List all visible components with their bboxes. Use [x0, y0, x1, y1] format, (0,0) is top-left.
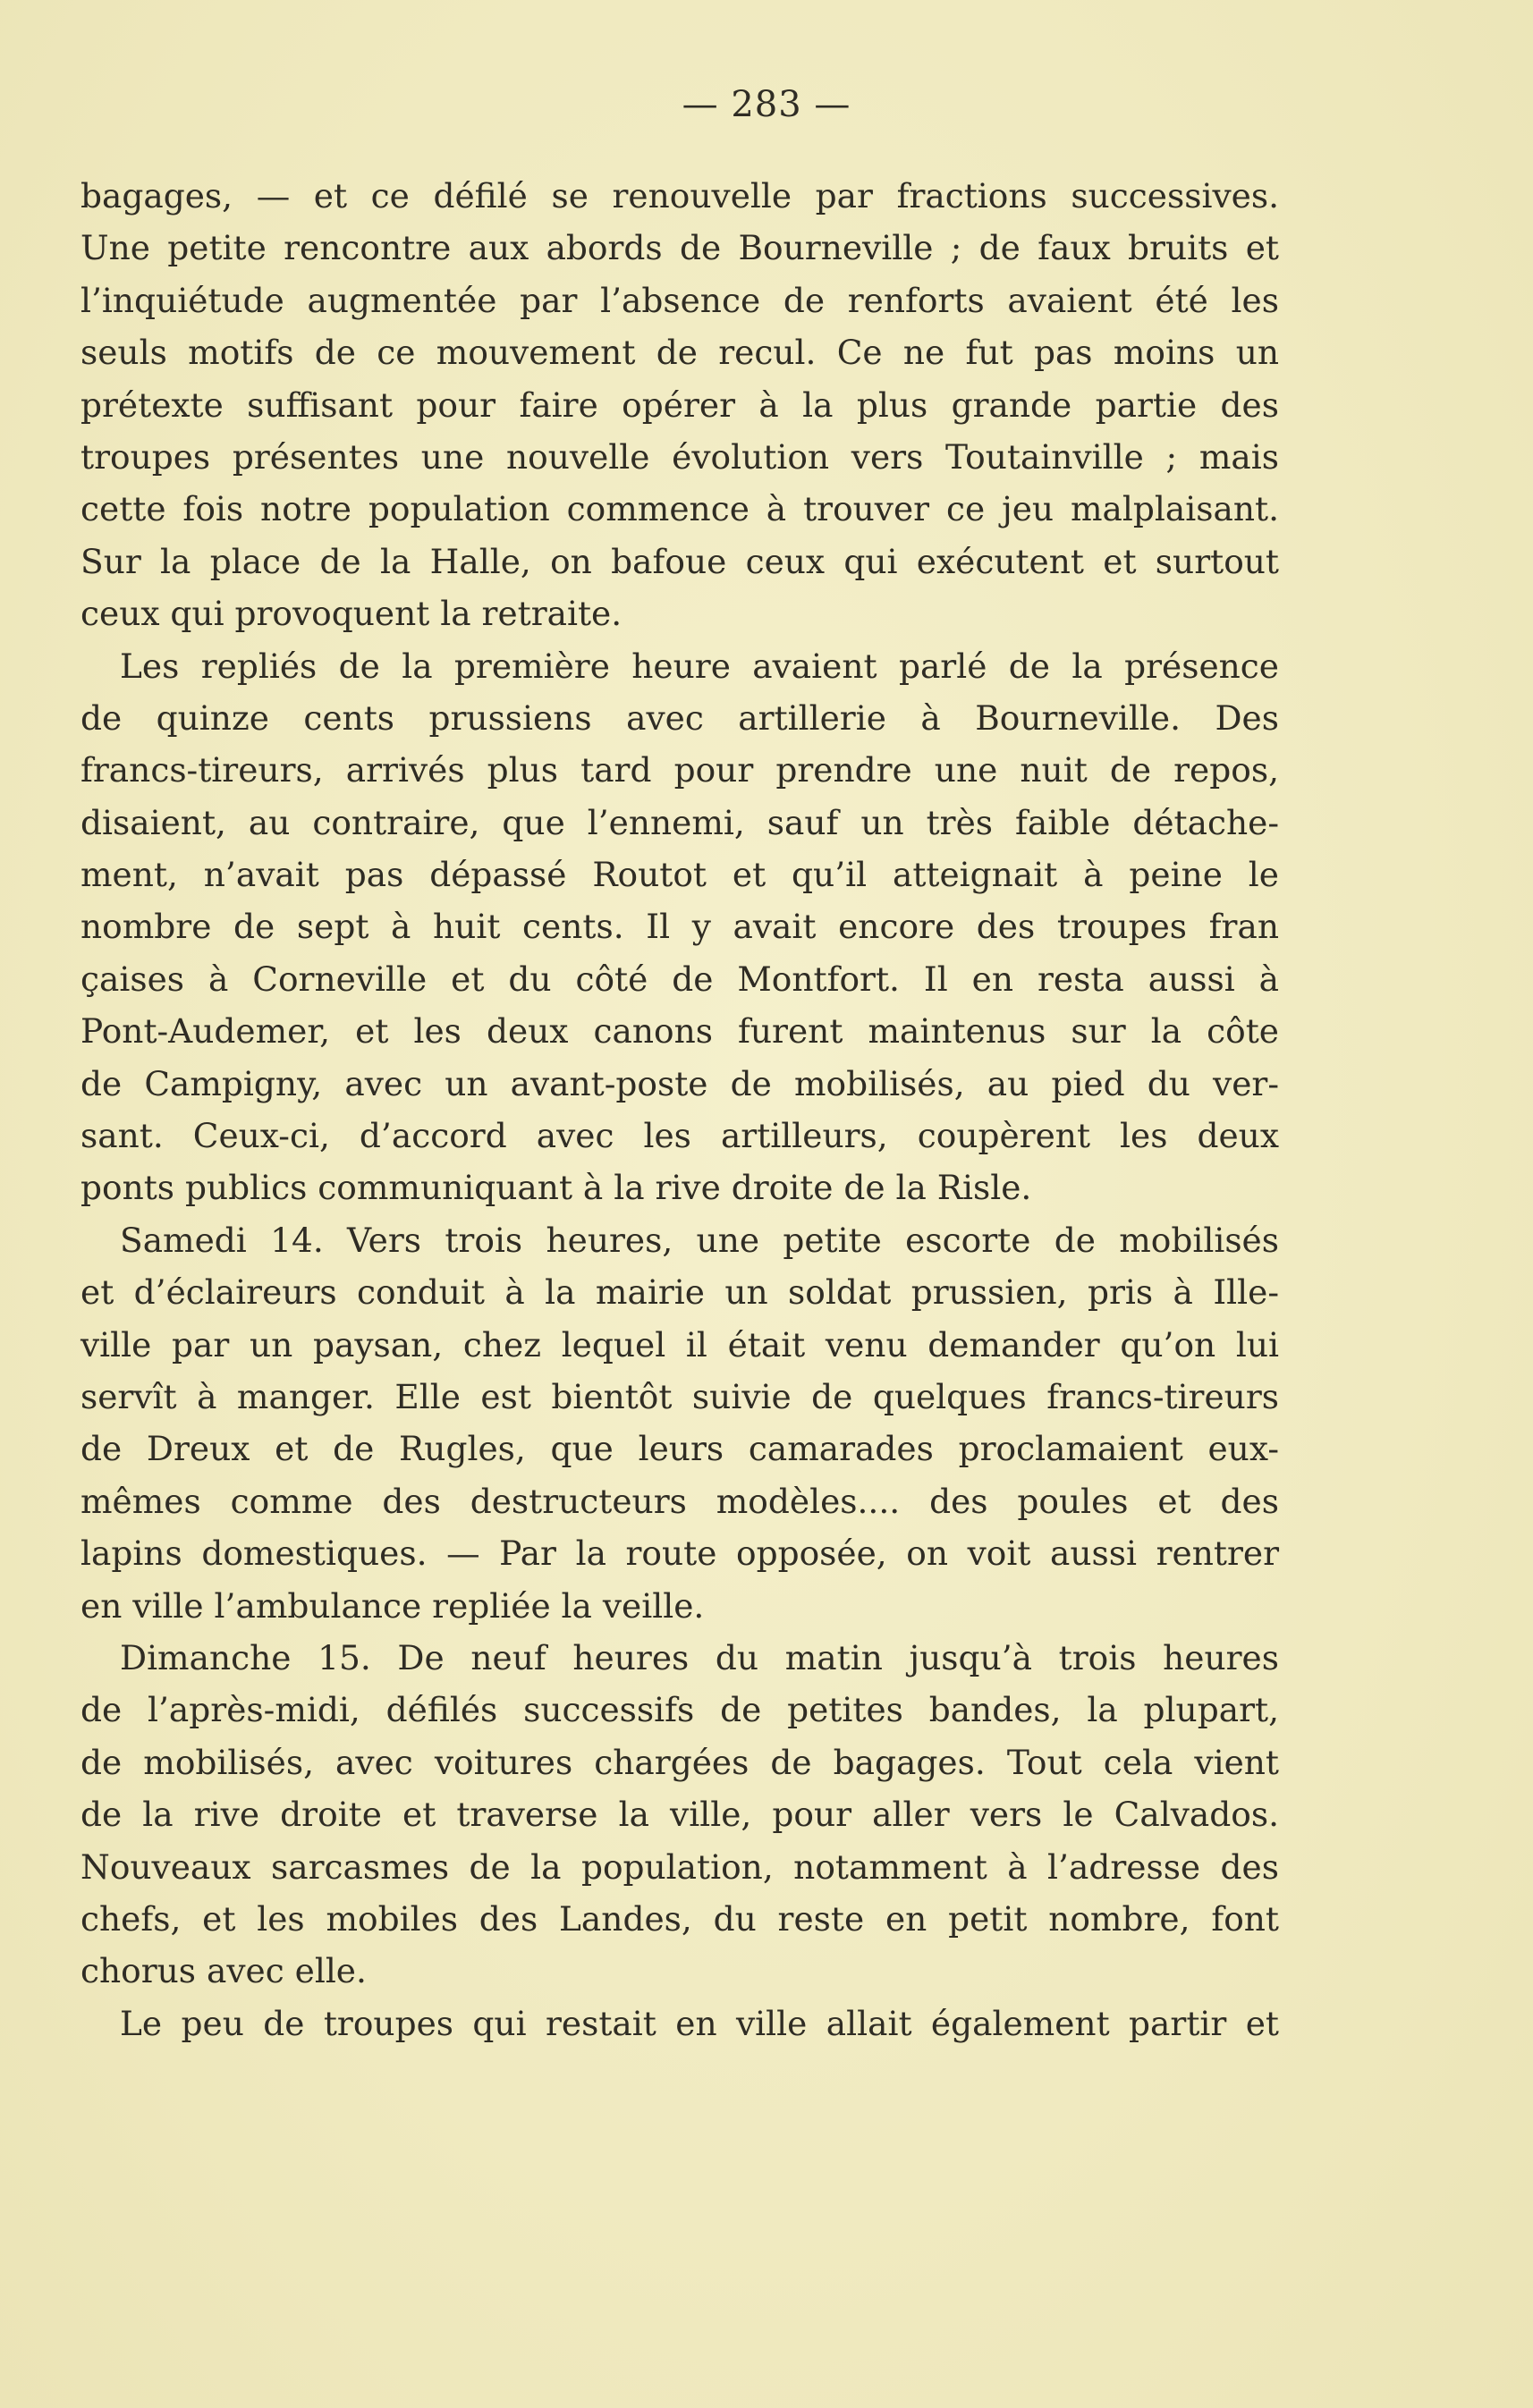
text-line: prétexte suffisant pour faire opérer à la plus grande partie des — [80, 384, 1279, 425]
text-line: seuls motifs de ce mouvement de recul. Ce ne fut pas moins un — [80, 333, 1279, 373]
text-line: servît à manger. Elle est bientôt suivie de quelques francs-tireurs — [80, 1376, 1279, 1416]
text-line: ment, n’avait pas dépassé Routot et qu’il atteignait à peine le — [80, 855, 1279, 895]
text-line: lapins domestiques. — Par la route opposée, on voit aussi rentrer — [80, 1534, 1279, 1574]
text-line: Les repliés de la première heure avaient parlé de la présence — [120, 646, 1279, 686]
body-text — [80, 170, 1279, 2049]
text-line: de la rive droite et traverse la ville, pour aller vers le Calvados. — [80, 1795, 1279, 1835]
text-line: francs-tireurs, arrivés plus tard pour prendre une nuit de repos, — [80, 750, 1279, 790]
text-line: en ville l’ambulance repliée la veille. — [80, 1585, 705, 1626]
text-line: ville par un paysan, chez lequel il était venu demander qu’on lui — [80, 1324, 1279, 1365]
text-line: l’inquiétude augmentée par l’absence de renforts avaient été les — [80, 280, 1279, 320]
text-line: de l’après-midi, défilés successifs de petites bandes, la plupart, — [80, 1690, 1279, 1730]
text-line: de Campigny, avec un avant-poste de mobilisés, au pied du ver- — [80, 1063, 1279, 1103]
text-line: chorus avec elle. — [80, 1951, 367, 1991]
text-line: de Dreux et de Rugles, que leurs camarades proclamaient eux- — [80, 1429, 1279, 1469]
text-line: de mobilisés, avec voitures chargées de bagages. Tout cela vient — [80, 1742, 1279, 1782]
text-line: nombre de sept à huit cents. Il y avait encore des troupes fran — [80, 907, 1279, 947]
text-line: Une petite rencontre aux abords de Bourneville ; de faux bruits et — [80, 228, 1279, 268]
text-line: chefs, et les mobiles des Landes, du reste en petit nombre, font — [80, 1898, 1279, 1939]
text-line: çaises à Corneville et du côté de Montfort. Il en resta aussi à — [80, 959, 1279, 999]
text-line: de quinze cents prussiens avec artillerie à Bourneville. Des — [80, 697, 1279, 738]
text-line: cette fois notre population commence à trouver ce jeu malplaisant. — [80, 489, 1279, 529]
text-line: Nouveaux sarcasmes de la population, notamment à l’adresse des — [80, 1846, 1279, 1887]
text-line: mêmes comme des destructeurs modèles.... des poules et des — [80, 1481, 1279, 1521]
text-line: Sur la place de la Halle, on bafoue ceux qui exécutent et surtout — [80, 541, 1279, 581]
text-line: Le peu de troupes qui restait en ville allait également partir et — [120, 2003, 1279, 2043]
text-line: ponts publics communiquant à la rive droite de la Risle. — [80, 1168, 1032, 1208]
page-number: — 283 — — [682, 84, 851, 125]
text-line: troupes présentes une nouvelle évolution vers Toutainville ; mais — [80, 436, 1279, 477]
text-line: bagages, — et ce défilé se renouvelle par fractions successives. — [80, 176, 1279, 215]
text-line: Pont-Audemer, et les deux canons furent maintenus sur la côte — [80, 1011, 1279, 1052]
text-line: Samedi 14. Vers trois heures, une petite escorte de mobilisés — [120, 1220, 1279, 1260]
text-line: Dimanche 15. De neuf heures du matin jusqu’à trois heures — [120, 1637, 1279, 1677]
text-line: disaient, au contraire, que l’ennemi, sauf un très faible détache- — [80, 802, 1279, 842]
text-line: et d’éclaireurs conduit à la mairie un soldat prussien, pris à Ille- — [80, 1272, 1279, 1313]
text-line: sant. Ceux-ci, d’accord avec les artilleurs, coupèrent les deux — [80, 1116, 1279, 1156]
text-line: ceux qui provoquent la retraite. — [80, 594, 623, 634]
